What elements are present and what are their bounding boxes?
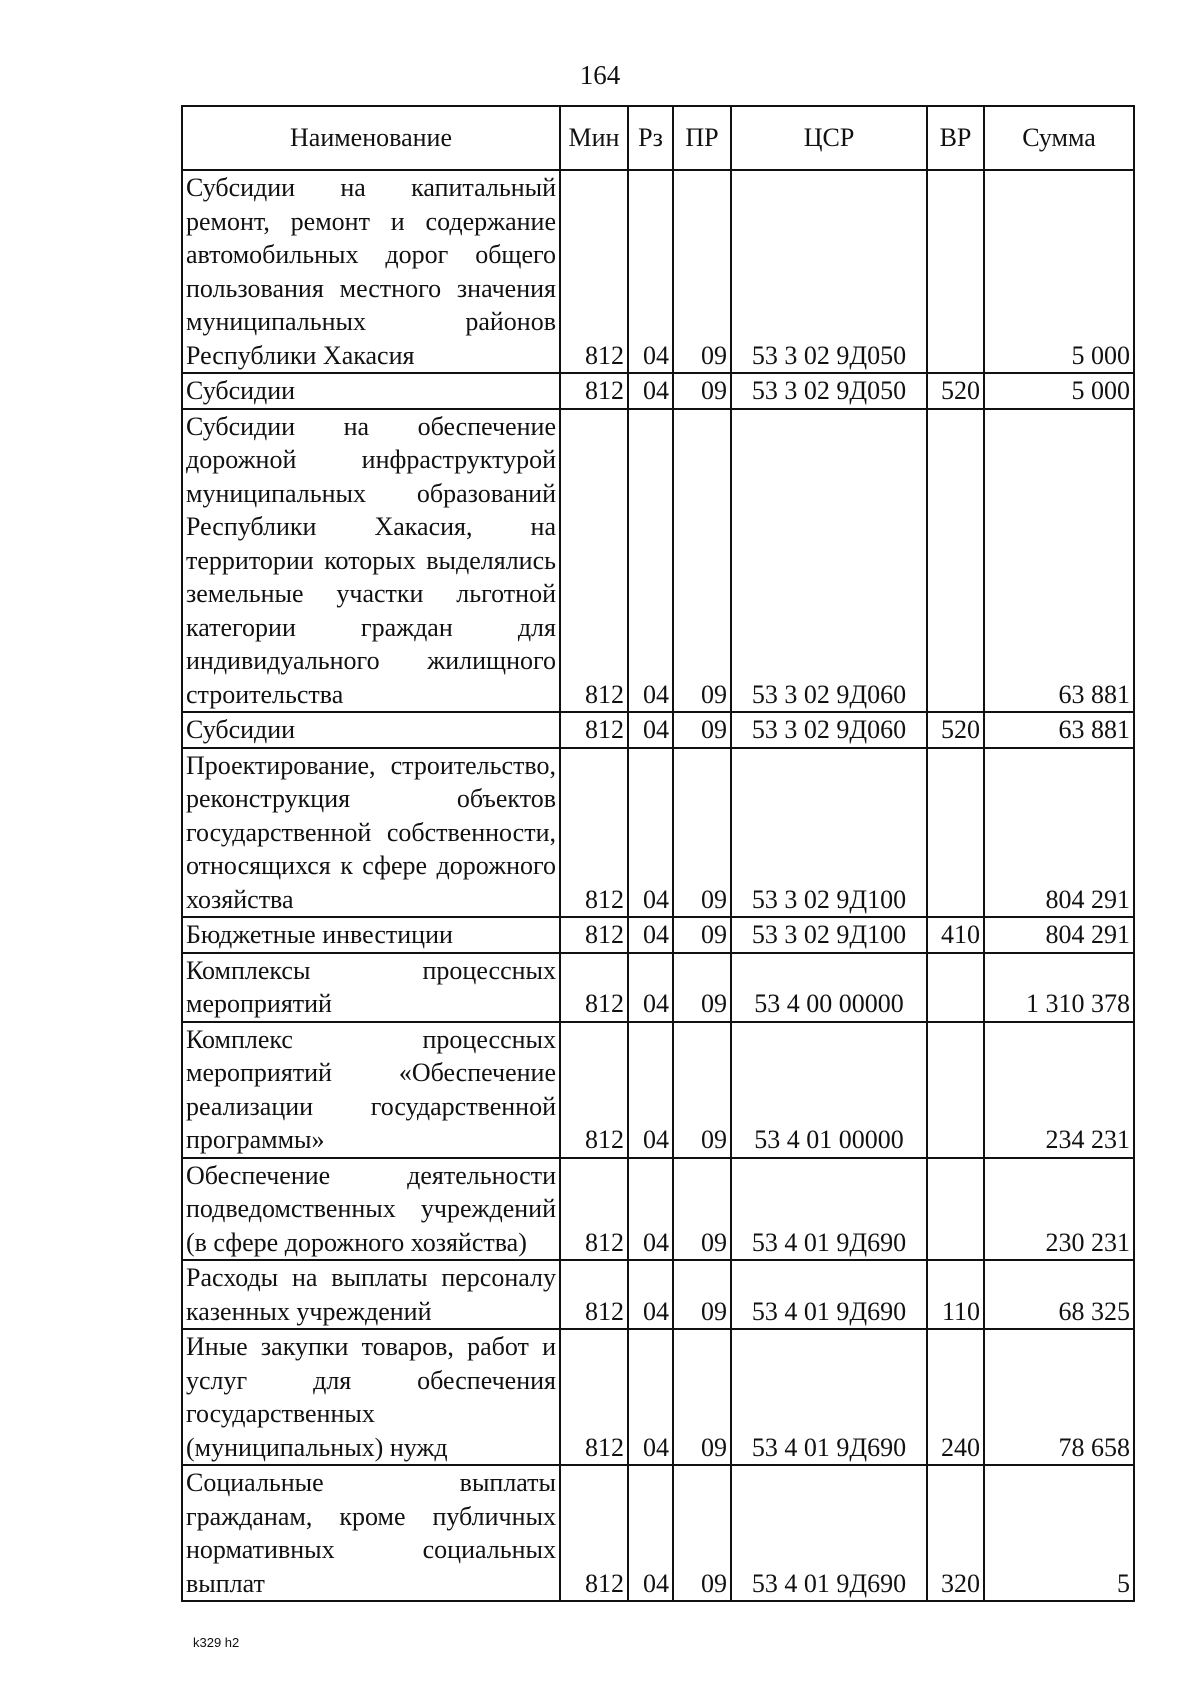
page-number: 164: [579, 60, 621, 90]
cell-name: Субсидии на капитальный ремонт, ремонт и содержание автомобильных дорог общего пользования местного значения муниципальных районов Республики Хакасия: [182, 170, 560, 373]
cell-name: Обеспечение деятельности подведомственных учреждений (в сфере дорожного хозяйства): [182, 1158, 560, 1261]
table-row: [182, 373, 1134, 409]
cell-pr: 09: [673, 409, 731, 713]
cell-pr: 09: [673, 917, 731, 953]
cell-pr: 09: [673, 1022, 731, 1158]
cell-rz: 04: [628, 1260, 673, 1329]
cell-csr: 53 3 02 9Д100: [731, 748, 927, 918]
cell-vr: 320: [927, 1465, 984, 1601]
cell-pr: 09: [673, 1260, 731, 1329]
cell-vr: 240: [927, 1329, 984, 1465]
cell-pr: 09: [673, 748, 731, 918]
cell-sum: 234 231: [984, 1022, 1134, 1158]
header-min: Мин: [560, 106, 628, 170]
cell-name: Комплекс процессных мероприятий «Обеспечение реализации государственной программы»: [182, 1022, 560, 1158]
header-rz: Рз: [628, 106, 673, 170]
cell-csr: 53 3 02 9Д060: [731, 712, 927, 748]
cell-rz: 04: [628, 1329, 673, 1465]
cell-name: Проектирование, строительство, реконструкция объектов государственной собственности, относящихся к сфере дорожного хозяйства: [182, 748, 560, 918]
cell-rz: 04: [628, 1022, 673, 1158]
cell-vr: [927, 409, 984, 713]
cell-sum: 5: [984, 1465, 1134, 1601]
table-row: [182, 1158, 1134, 1261]
table-row: [182, 953, 1134, 1022]
cell-sum: 230 231: [984, 1158, 1134, 1261]
cell-sum: 78 658: [984, 1329, 1134, 1465]
table-header-row: [182, 106, 1134, 170]
cell-vr: [927, 1022, 984, 1158]
cell-csr: 53 3 02 9Д100: [731, 917, 927, 953]
cell-csr: 53 4 01 9Д690: [731, 1329, 927, 1465]
cell-min: 812: [560, 1329, 628, 1465]
cell-rz: 04: [628, 712, 673, 748]
cell-sum: 5 000: [984, 170, 1134, 373]
cell-name: Субсидии: [182, 712, 560, 748]
cell-rz: 04: [628, 917, 673, 953]
cell-vr: [927, 953, 984, 1022]
cell-min: 812: [560, 373, 628, 409]
cell-name: Бюджетные инвестиции: [182, 917, 560, 953]
cell-vr: 110: [927, 1260, 984, 1329]
cell-name: Социальные выплаты гражданам, кроме публичных нормативных социальных выплат: [182, 1465, 560, 1601]
cell-min: 812: [560, 1022, 628, 1158]
cell-min: 812: [560, 953, 628, 1022]
cell-csr: 53 4 01 00000: [731, 1022, 927, 1158]
cell-min: 812: [560, 712, 628, 748]
table-row: [182, 170, 1134, 373]
table-row: [182, 1329, 1134, 1465]
cell-csr: 53 4 00 00000: [731, 953, 927, 1022]
cell-vr: 410: [927, 917, 984, 953]
cell-sum: 5 000: [984, 373, 1134, 409]
cell-sum: 63 881: [984, 409, 1134, 713]
cell-min: 812: [560, 748, 628, 918]
table-row: [182, 409, 1134, 713]
footer-code: k329 h2: [193, 1635, 240, 1650]
cell-pr: 09: [673, 1158, 731, 1261]
cell-name: Субсидии на обеспечение дорожной инфраструктурой муниципальных образований Республики Хакасия, на территории которых выделялись земельные участки льготной категории граждан для индивидуального жилищного строительства: [182, 409, 560, 713]
cell-name: Субсидии: [182, 373, 560, 409]
cell-vr: [927, 1158, 984, 1261]
cell-rz: 04: [628, 748, 673, 918]
table-row: [182, 1260, 1134, 1329]
header-csr: ЦСР: [731, 106, 927, 170]
cell-name: Расходы на выплаты персоналу казенных учреждений: [182, 1260, 560, 1329]
cell-rz: 04: [628, 953, 673, 1022]
table-row: [182, 1022, 1134, 1158]
cell-sum: 63 881: [984, 712, 1134, 748]
table-row: [182, 748, 1134, 918]
cell-sum: 804 291: [984, 917, 1134, 953]
cell-min: 812: [560, 1158, 628, 1261]
budget-table: [181, 105, 1135, 1602]
cell-min: 812: [560, 1260, 628, 1329]
cell-min: 812: [560, 170, 628, 373]
cell-rz: 04: [628, 1465, 673, 1601]
cell-pr: 09: [673, 712, 731, 748]
header-sum: Сумма: [984, 106, 1134, 170]
cell-min: 812: [560, 409, 628, 713]
cell-csr: 53 4 01 9Д690: [731, 1260, 927, 1329]
cell-rz: 04: [628, 1158, 673, 1261]
cell-min: 812: [560, 1465, 628, 1601]
cell-rz: 04: [628, 409, 673, 713]
table-row: [182, 712, 1134, 748]
table-row: [182, 1465, 1134, 1601]
cell-pr: 09: [673, 1465, 731, 1601]
cell-rz: 04: [628, 373, 673, 409]
header-vr: ВР: [927, 106, 984, 170]
cell-vr: [927, 748, 984, 918]
table-row: [182, 917, 1134, 953]
cell-vr: 520: [927, 712, 984, 748]
header-name: Наименование: [182, 106, 560, 170]
cell-sum: 804 291: [984, 748, 1134, 918]
cell-rz: 04: [628, 170, 673, 373]
cell-csr: 53 4 01 9Д690: [731, 1465, 927, 1601]
cell-csr: 53 3 02 9Д050: [731, 373, 927, 409]
cell-csr: 53 3 02 9Д050: [731, 170, 927, 373]
cell-pr: 09: [673, 373, 731, 409]
cell-sum: 68 325: [984, 1260, 1134, 1329]
cell-csr: 53 3 02 9Д060: [731, 409, 927, 713]
cell-vr: [927, 170, 984, 373]
cell-sum: 1 310 378: [984, 953, 1134, 1022]
cell-pr: 09: [673, 170, 731, 373]
cell-csr: 53 4 01 9Д690: [731, 1158, 927, 1261]
header-pr: ПР: [673, 106, 731, 170]
cell-pr: 09: [673, 953, 731, 1022]
cell-name: Комплексы процессных мероприятий: [182, 953, 560, 1022]
cell-vr: 520: [927, 373, 984, 409]
cell-min: 812: [560, 917, 628, 953]
cell-name: Иные закупки товаров, работ и услуг для обеспечения государственных (муниципальных) нужд: [182, 1329, 560, 1465]
cell-pr: 09: [673, 1329, 731, 1465]
